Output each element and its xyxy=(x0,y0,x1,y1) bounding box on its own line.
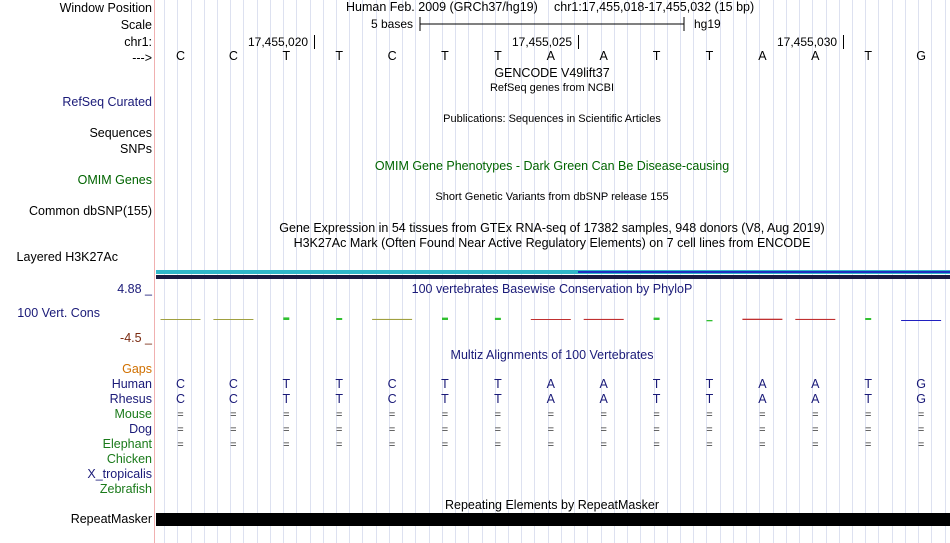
alignment-dog-base: = xyxy=(706,424,713,436)
alignment-mouse-base: = xyxy=(864,409,872,421)
alignment-mouse-base: = xyxy=(494,409,502,421)
h3k27ac-track-desc: H3K27Ac Mark (Often Found Near Active Regulatory Elements) on 7 cell lines from ENCODE xyxy=(293,236,811,250)
cons-track-label[interactable]: 100 Vert. Cons xyxy=(17,306,100,320)
alignment-elephant-base: = xyxy=(335,439,343,451)
conservation-bar xyxy=(531,319,571,320)
snps-label[interactable]: SNPs xyxy=(120,142,152,156)
alignment-dog-base: = xyxy=(812,424,819,436)
species-rhesus-label[interactable]: Rhesus xyxy=(109,392,152,406)
alignment-mouse-base: = xyxy=(706,409,713,421)
sequence-base: A xyxy=(599,49,608,63)
alignment-mouse-base: = xyxy=(812,409,819,421)
conservation-bar xyxy=(742,319,782,320)
species-mouse-label[interactable]: Mouse xyxy=(114,407,152,421)
sequence-base: T xyxy=(705,49,714,63)
conservation-bar xyxy=(707,320,713,321)
dbsnp-track-label[interactable]: Common dbSNP(155) xyxy=(29,204,152,218)
h3k27ac-dark-band xyxy=(156,275,950,279)
sequence-base: T xyxy=(652,49,661,63)
alignment-rhesus-base: C xyxy=(175,392,186,406)
alignment-human-base: T xyxy=(335,377,344,391)
alignment-human-base: G xyxy=(916,377,926,391)
sequence-base: T xyxy=(441,49,449,63)
alignment-rhesus-base: A xyxy=(758,392,767,406)
conservation-bar xyxy=(161,319,201,320)
conservation-bar xyxy=(372,319,412,320)
alignment-dog-base: = xyxy=(335,424,343,436)
alignment-elephant-base: = xyxy=(653,439,660,451)
alignment-mouse-base: = xyxy=(283,409,290,421)
conservation-bar xyxy=(213,319,253,320)
alignment-mouse-base: = xyxy=(441,409,449,421)
alignment-rhesus-base: T xyxy=(652,392,661,406)
alignment-rhesus-base: T xyxy=(441,392,449,406)
gaps-label[interactable]: Gaps xyxy=(122,362,152,376)
ruler-label-3: 17,455,030 xyxy=(777,35,838,49)
cons-min-label: -4.5 _ xyxy=(120,331,152,345)
alignment-rhesus-base: A xyxy=(811,392,820,406)
conservation-bar xyxy=(495,318,501,320)
position-title: chr1:17,455,018-17,455,032 (15 bp) xyxy=(554,0,755,14)
species-zebrafish-label[interactable]: Zebrafish xyxy=(99,482,152,496)
alignment-rhesus-base: G xyxy=(916,392,926,406)
alignment-human-base: T xyxy=(864,377,873,391)
scale-text: 5 bases xyxy=(371,17,414,31)
refseq-track-label[interactable]: RefSeq Curated xyxy=(62,95,152,109)
sequence-base: A xyxy=(758,49,767,63)
alignment-rhesus-base: C xyxy=(387,392,397,406)
conservation-bar xyxy=(442,318,448,320)
scale-bar xyxy=(418,16,688,32)
ruler-tick-1 xyxy=(314,35,315,49)
omim-track-desc: OMIM Gene Phenotypes - Dark Green Can Be Disease-causing xyxy=(374,159,730,173)
alignment-dog-base: = xyxy=(494,424,502,436)
alignment-rhesus-base: T xyxy=(282,392,291,406)
alignment-human-base: T xyxy=(441,377,449,391)
ruler-label-1: 17,455,020 xyxy=(248,35,309,49)
sequences-label[interactable]: Sequences xyxy=(89,126,152,140)
sequence-base: T xyxy=(335,49,344,63)
ruler-tick-2 xyxy=(578,35,579,49)
alignment-elephant-base: = xyxy=(600,439,607,451)
alignment-elephant-base: = xyxy=(388,439,396,451)
alignment-human-base: C xyxy=(175,377,186,391)
alignment-mouse-base: = xyxy=(653,409,660,421)
repeatmasker-track-desc: Repeating Elements by RepeatMasker xyxy=(444,498,660,512)
multiz-track-desc: Multiz Alignments of 100 Vertebrates xyxy=(450,348,654,362)
alignment-dog-base: = xyxy=(864,424,872,436)
alignment-rhesus-base: T xyxy=(705,392,714,406)
alignment-human-base: A xyxy=(811,377,820,391)
sequence-base: C xyxy=(175,49,186,63)
alignment-dog-base: = xyxy=(917,424,925,436)
alignment-human-base: A xyxy=(546,377,555,391)
assembly-title: Human Feb. 2009 (GRCh37/hg19) xyxy=(346,0,538,14)
alignment-mouse-base: = xyxy=(917,409,925,421)
alignment-mouse-base: = xyxy=(335,409,343,421)
sequence-base: C xyxy=(387,49,397,63)
cons-max-label: 4.88 _ xyxy=(117,282,152,296)
alignment-mouse-base: = xyxy=(600,409,607,421)
conservation-bar xyxy=(336,318,342,320)
alignment-rhesus-base: A xyxy=(546,392,555,406)
sequence-base: A xyxy=(546,49,555,63)
species-elephant-label[interactable]: Elephant xyxy=(102,437,152,451)
alignment-elephant-base: = xyxy=(441,439,449,451)
alignment-elephant-base: = xyxy=(177,439,184,451)
alignment-human-base: A xyxy=(599,377,608,391)
sequence-base: T xyxy=(494,49,502,63)
omim-track-label[interactable]: OMIM Genes xyxy=(77,173,152,187)
h3k27ac-track-label[interactable]: Layered H3K27Ac xyxy=(16,250,118,264)
alignment-dog-base: = xyxy=(388,424,396,436)
alignment-mouse-base: = xyxy=(547,409,555,421)
refseq-track-desc: RefSeq genes from NCBI xyxy=(489,82,615,94)
conservation-bar xyxy=(283,317,289,320)
alignment-dog-base: = xyxy=(653,424,660,436)
alignment-dog-base: = xyxy=(600,424,607,436)
alignment-mouse-base: = xyxy=(230,409,237,421)
gencode-track-title: GENCODE V49lift37 xyxy=(494,66,610,80)
alignment-human-base: C xyxy=(228,377,238,391)
alignment-elephant-base: = xyxy=(706,439,713,451)
alignment-elephant-base: = xyxy=(759,439,766,451)
species-dog-label[interactable]: Dog xyxy=(129,422,152,436)
alignment-human-base: T xyxy=(282,377,291,391)
alignment-elephant-base: = xyxy=(812,439,819,451)
track-image[interactable] xyxy=(156,0,950,543)
alignment-rhesus-base: T xyxy=(864,392,873,406)
sequence-base: C xyxy=(228,49,238,63)
alignment-dog-base: = xyxy=(547,424,555,436)
chr-label: chr1: xyxy=(124,35,152,49)
alignment-human-base: A xyxy=(758,377,767,391)
alignment-elephant-base: = xyxy=(547,439,555,451)
alignment-elephant-base: = xyxy=(230,439,237,451)
sequence-base: T xyxy=(864,49,873,63)
repeatmasker-block xyxy=(156,513,950,526)
alignment-rhesus-base: T xyxy=(335,392,344,406)
gtex-track-desc: Gene Expression in 54 tissues from GTEx RNA-seq of 17382 samples, 948 donors (V8, Aug 2019) xyxy=(279,221,825,235)
species-human-label[interactable]: Human xyxy=(111,377,152,391)
sequence-base: T xyxy=(282,49,291,63)
dbsnp-track-desc: Short Genetic Variants from dbSNP release 155 xyxy=(435,191,669,203)
species-chicken-label[interactable]: Chicken xyxy=(106,452,152,466)
alignment-human-base: T xyxy=(705,377,714,391)
label-divider xyxy=(154,0,155,543)
sequence-base: G xyxy=(916,49,926,63)
alignment-rhesus-base: A xyxy=(599,392,608,406)
scale-label: Scale xyxy=(120,18,152,32)
alignment-elephant-base: = xyxy=(917,439,925,451)
alignment-elephant-base: = xyxy=(283,439,290,451)
alignment-rhesus-base: T xyxy=(494,392,502,406)
alignment-dog-base: = xyxy=(759,424,766,436)
track-labels-column xyxy=(0,0,155,543)
sequence-base: A xyxy=(811,49,820,63)
strand-label: ---> xyxy=(132,51,152,65)
alignment-mouse-base: = xyxy=(177,409,184,421)
window-position-label: Window Position xyxy=(59,1,152,15)
conservation-bar xyxy=(584,319,624,320)
conservation-bar xyxy=(795,319,835,320)
conservation-bar xyxy=(654,318,660,320)
alignment-human-base: C xyxy=(387,377,397,391)
species-xtropicalis-label[interactable]: X_tropicalis xyxy=(87,467,152,481)
alignment-elephant-base: = xyxy=(864,439,872,451)
repeatmasker-track-label[interactable]: RepeatMasker xyxy=(70,512,152,526)
cons-track-desc: 100 vertebrates Basewise Conservation by PhyloP xyxy=(411,282,693,296)
alignment-dog-base: = xyxy=(177,424,184,436)
conservation-bar xyxy=(901,320,941,321)
alignment-elephant-base: = xyxy=(494,439,502,451)
conservation-graph xyxy=(156,296,950,336)
alignment-dog-base: = xyxy=(230,424,237,436)
scale-db: hg19 xyxy=(694,17,721,31)
conservation-bar xyxy=(865,318,871,320)
h3k27ac-signal-overlay xyxy=(578,271,950,273)
alignment-mouse-base: = xyxy=(759,409,766,421)
alignment-rhesus-base: C xyxy=(228,392,238,406)
alignment-dog-base: = xyxy=(283,424,290,436)
ruler-label-2: 17,455,025 xyxy=(512,35,573,49)
alignment-human-base: T xyxy=(494,377,502,391)
publications-track-desc: Publications: Sequences in Scientific Articles xyxy=(443,113,661,125)
ruler-tick-3 xyxy=(843,35,844,49)
alignment-human-base: T xyxy=(652,377,661,391)
alignment-mouse-base: = xyxy=(388,409,396,421)
alignment-dog-base: = xyxy=(441,424,449,436)
